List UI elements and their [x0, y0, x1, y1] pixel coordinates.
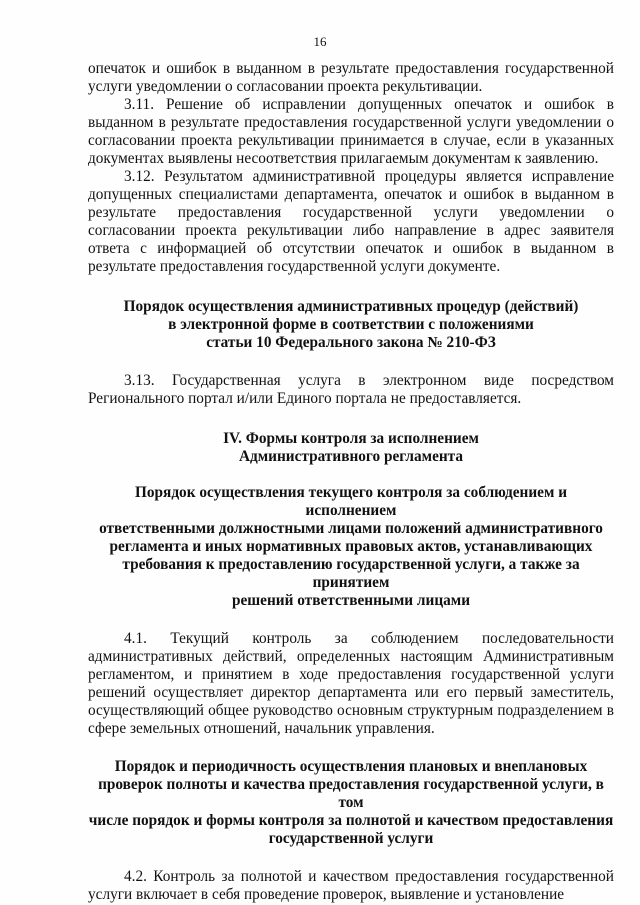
heading-current-control [88, 484, 614, 610]
heading-line: проверок полноты и качества предоставления государственной услуги, в том [98, 776, 604, 811]
paragraph-line: Регионального портал и/или Единого портала не предоставляется. [88, 390, 522, 407]
heading-inspections [88, 758, 614, 848]
page-number: 16 [313, 34, 327, 49]
paragraph-line: 3.13. Государственная услуга в электронном виде посредством [124, 372, 614, 389]
paragraph-4-1: 4.1. Текущий контроль за соблюдением последовательности административных действий, определенных настоящим Административным регламентом, и принятием в ходе предоставления государственной услуги решений осуществляет директор департамента или его первый заместитель, осуществляющий общее руководство основным структурным подразделением в сфере земельных отношений, начальник управления. [88, 630, 614, 737]
heading-line: числе порядок и формы контроля за полнотой и качеством предоставления [88, 812, 614, 829]
paragraph-continuation: опечаток и ошибок в выданном в результате предоставления государственной услуги уведомлении о согласовании проекта рекультивации. [88, 60, 614, 95]
paragraph-4-2: 4.2. Контроль за полнотой и качеством предоставления государственной услуги включает в себя проведение проверок, выявление и установление [88, 868, 614, 903]
heading-line: Порядок осуществления текущего контроля за соблюдением и исполнением [134, 484, 568, 519]
heading-line: регламента и иных нормативных правовых актов, устанавливающих [109, 538, 593, 555]
heading-line: статьи 10 Федерального закона № 210-ФЗ [206, 334, 496, 351]
heading-line: Административного регламента [238, 448, 464, 465]
paragraph-3-12: 3.12. Результатом административной процедуры является исправление допущенных специалистами департамента, опечаток и ошибок в выданном в результате предоставления государственной услуги уведомлении о согласовании проекта рекультивации либо направление в адрес заявителя ответа с информацией об отсутствии опечаток и ошибок в выданном в результате предоставления государственной услуги документе. [88, 168, 614, 275]
heading-electronic-form [88, 298, 614, 352]
page-content [88, 60, 614, 904]
paragraph-3-11: 3.11. Решение об исправлении допущенных опечаток и ошибок в выданном в результате предоставления государственной услуги уведомлении о согласовании проекта рекультивации принимается в случае, если в указанных документах выявлены несоответствия прилагаемым документам к заявлению. [88, 96, 614, 167]
heading-line: в электронной форме в соответствии с положениями [168, 316, 534, 333]
heading-line: решений ответственными лицами [231, 592, 471, 609]
heading-line: ответственными должностными лицами положений административного [99, 520, 603, 537]
heading-line: Порядок и периодичность осуществления плановых и внеплановых [114, 758, 588, 775]
paragraph-3-13 [88, 372, 614, 408]
section-4-title [88, 430, 614, 466]
heading-line: Порядок осуществления административных процедур (действий) [123, 298, 579, 315]
heading-line: требования к предоставлению государственной услуги, а также за принятием [122, 556, 580, 591]
heading-line: государственной услуги [268, 830, 434, 847]
heading-line: IV. Формы контроля за исполнением [223, 430, 479, 447]
